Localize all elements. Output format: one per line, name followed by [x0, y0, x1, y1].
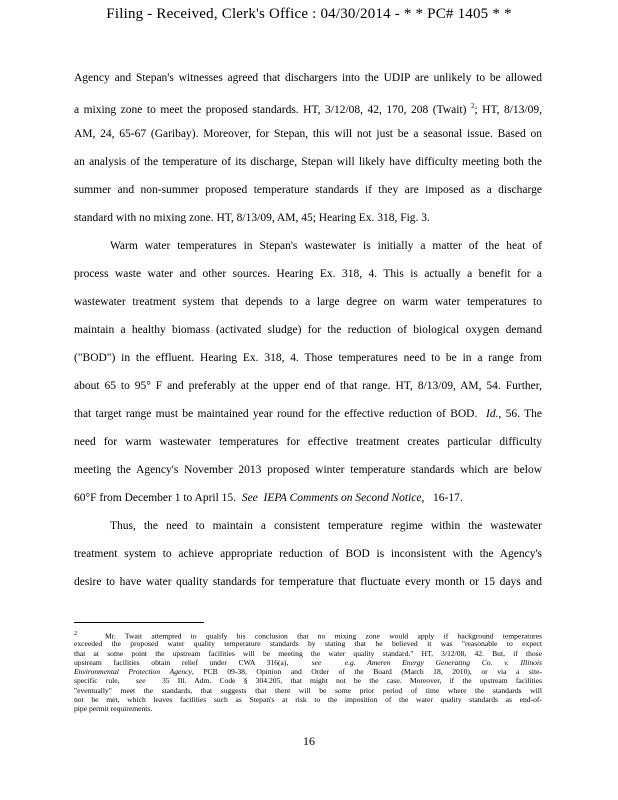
paragraph-1-line-5: summer and non-summer proposed temperature standards if they are imposed as a discharge	[74, 184, 542, 196]
paragraph-2-line-4: maintain a healthy biomass (activated sludge) for the reduction of biological oxygen demand	[74, 324, 542, 336]
paragraph-2-line-6: about 65 to 95° F and preferably at the upper end of that range. HT, 8/13/09, AM, 54. Further,	[74, 380, 542, 392]
body-text	[74, 68, 542, 600]
paragraph-2-line-8: need for warm wastewater temperatures for effective treatment creates particular difficulty	[74, 436, 542, 448]
paragraph-2-line-5: ("BOD") in the effluent. Hearing Ex. 318, 4. Those temperatures need to be in a range from	[74, 352, 542, 364]
paragraph-1-line-6: standard with no mixing zone. HT, 8/13/09, AM, 45; Hearing Ex. 318, Fig. 3.	[74, 212, 430, 224]
paragraph-3-line-3: desire to have water quality standards for temperature that fluctuate every month or 15 days and	[74, 576, 542, 588]
paragraph-1-line-4: an analysis of the temperature of its discharge, Stepan will likely have difficulty meeting both the	[74, 156, 542, 168]
footnote-line-6: specific rule, see 35 Ill. Adm. Code § 304.205, that might not be the case. Moreover, if the upstream facilities	[74, 676, 543, 686]
paragraph-3-line-2: treatment system to achieve appropriate reduction of BOD is inconsistent with the Agency's	[74, 548, 542, 560]
paragraph-1-line-1: Agency and Stepan's witnesses agreed that dischargers into the UDIP are unlikely to be allowed	[74, 72, 542, 84]
footnote-reference: 2	[470, 102, 475, 110]
footnote-mark: 2	[74, 631, 77, 637]
footnote-line-9: pipe permit requirements.	[74, 704, 153, 714]
paragraph-1-line-3: AM, 24, 65-67 (Garibay). Moreover, for Stepan, this will not just be a seasonal issue. Based on	[74, 128, 542, 140]
footnote-line-8: not be met, which leaves facilities such as Stepan's at risk to the imposition of the water quality standards as end-of-	[74, 695, 542, 705]
footnote-line-7: "eventually" meet the standards, that suggests that there will be some prior period of time where the standards will	[74, 685, 542, 695]
paragraph-3-line-1: Thus, the need to maintain a consistent temperature regime within the wastewater	[110, 520, 542, 532]
footnote-line-4: upstream facilities obtain relief under CWA 316(a), see e.g. Ameren Energy Generating Co. v. Illinois	[74, 657, 542, 667]
footnote-line-1: $^2$ Mr. Twait attempted to qualify his conclusion that no mixing zone would apply if background temperatures	[74, 631, 542, 641]
page-number: 16	[303, 734, 315, 748]
footnote-line-2: exceeded the proposed water quality temperature standards by stating that he believed it was "reasonable to expect	[74, 639, 542, 649]
paragraph-2-line-7: that target range must be maintained year round for the effective reduction of BOD. Id., 56. The	[74, 408, 542, 420]
paragraph-2-line-10: 60°F from December 1 to April 15. See IEPA Comments on Second Notice, 16-17.	[74, 492, 463, 504]
paragraph-2-line-2: process waste water and other sources. Hearing Ex. 318, 4. This is actually a benefit for a	[74, 268, 542, 280]
paragraph-1-line-2: a mixing zone to meet the proposed standards. HT, 3/12/08, 42, 170, 208 (Twait) $^2$; HT, 8/13/09,	[74, 102, 543, 116]
paragraph-2-line-9: meeting the Agency's November 2013 proposed winter temperature standards which are below	[74, 464, 542, 476]
footnote-line-5: Environmental Protection Agency, PCB 09-38, Opinion and Order of the Board (March 18, 2010), or via a site-	[74, 667, 542, 677]
paragraph-2-line-3: wastewater treatment system that depends to a large degree on warm water temperatures to	[74, 296, 542, 308]
footnote-divider	[74, 622, 204, 623]
filing-header: Filing - Received, Clerk's Office : 04/30/2014 - * * PC# 1405 * *	[106, 6, 512, 22]
paragraph-2-line-1: Warm water temperatures in Stepan's wastewater is initially a matter of the heat of	[110, 240, 542, 252]
footnote	[74, 630, 542, 714]
footnote-line-3: that at some point the upstream facilities will be meeting the water quality standard." HT, 3/12/08, 42. But, if those	[74, 648, 542, 658]
